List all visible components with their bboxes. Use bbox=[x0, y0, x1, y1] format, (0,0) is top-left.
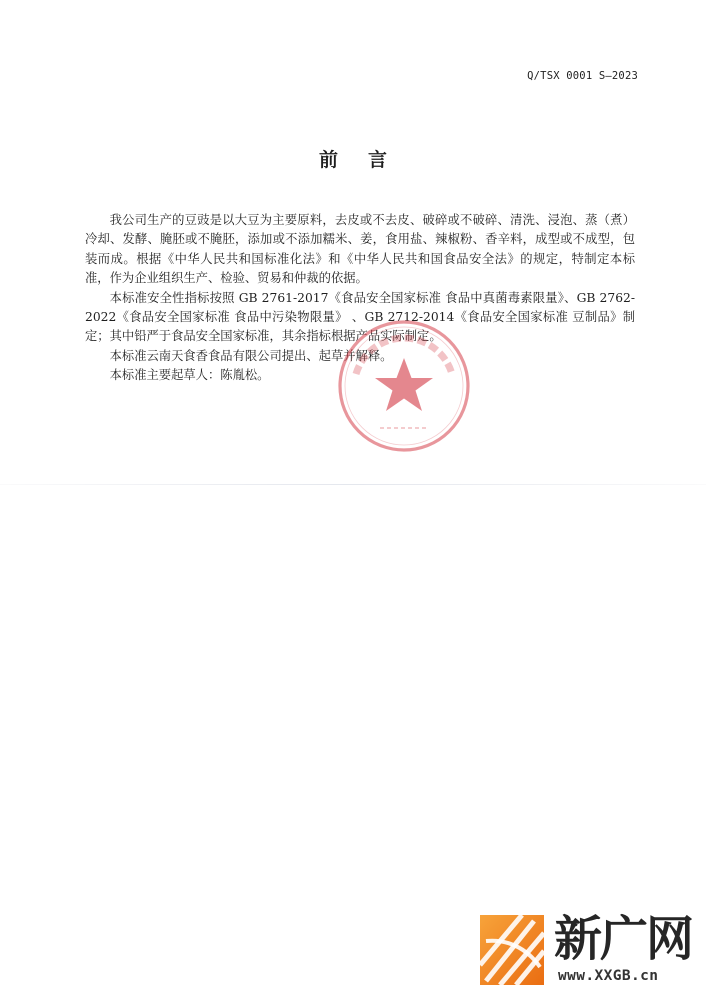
site-name: 新广网 bbox=[554, 911, 693, 967]
paragraph: 我公司生产的豆豉是以大豆为主要原料，去皮或不去皮、破碎或不破碎、清洗、浸泡、蒸（煮）冷却、发酵、腌胚或不腌胚，添加或不添加糯米、姜，食用盐、辣椒粉、香辛料，成型或不成型，包装而成。根据《中华人民共和国标准化法》和《中华人民共和国食品安全法》的规定，特制定本标准，作为企业组织生产、检验、贸易和仲裁的依据。 bbox=[85, 213, 635, 286]
paragraph: 本标准云南天食香食品有限公司提出、起草并解释。 bbox=[109, 348, 393, 363]
paragraph: 本标准主要起草人：陈胤松。 bbox=[109, 368, 270, 383]
document-code: Q/TSX 0001 S—2023 bbox=[527, 70, 638, 82]
scan-fold-line bbox=[0, 484, 706, 485]
page-title: 前言 bbox=[318, 149, 417, 171]
site-url: www.XXGB.cn bbox=[558, 968, 659, 984]
site-watermark bbox=[476, 911, 706, 992]
paragraph: 本标准安全性指标按照 GB 2761-2017《食品安全国家标准 食品中真菌毒素限量》、GB 2762-2022《食品安全国家标准 食品中污染物限量》 、GB 2712-2014《食品安全国家标准 豆制品》制定；其中铅严于食品安全国家标准，其余指标根据产品实际制定。 bbox=[85, 290, 635, 344]
company-seal-icon bbox=[334, 316, 474, 456]
site-logo-icon bbox=[476, 911, 548, 989]
